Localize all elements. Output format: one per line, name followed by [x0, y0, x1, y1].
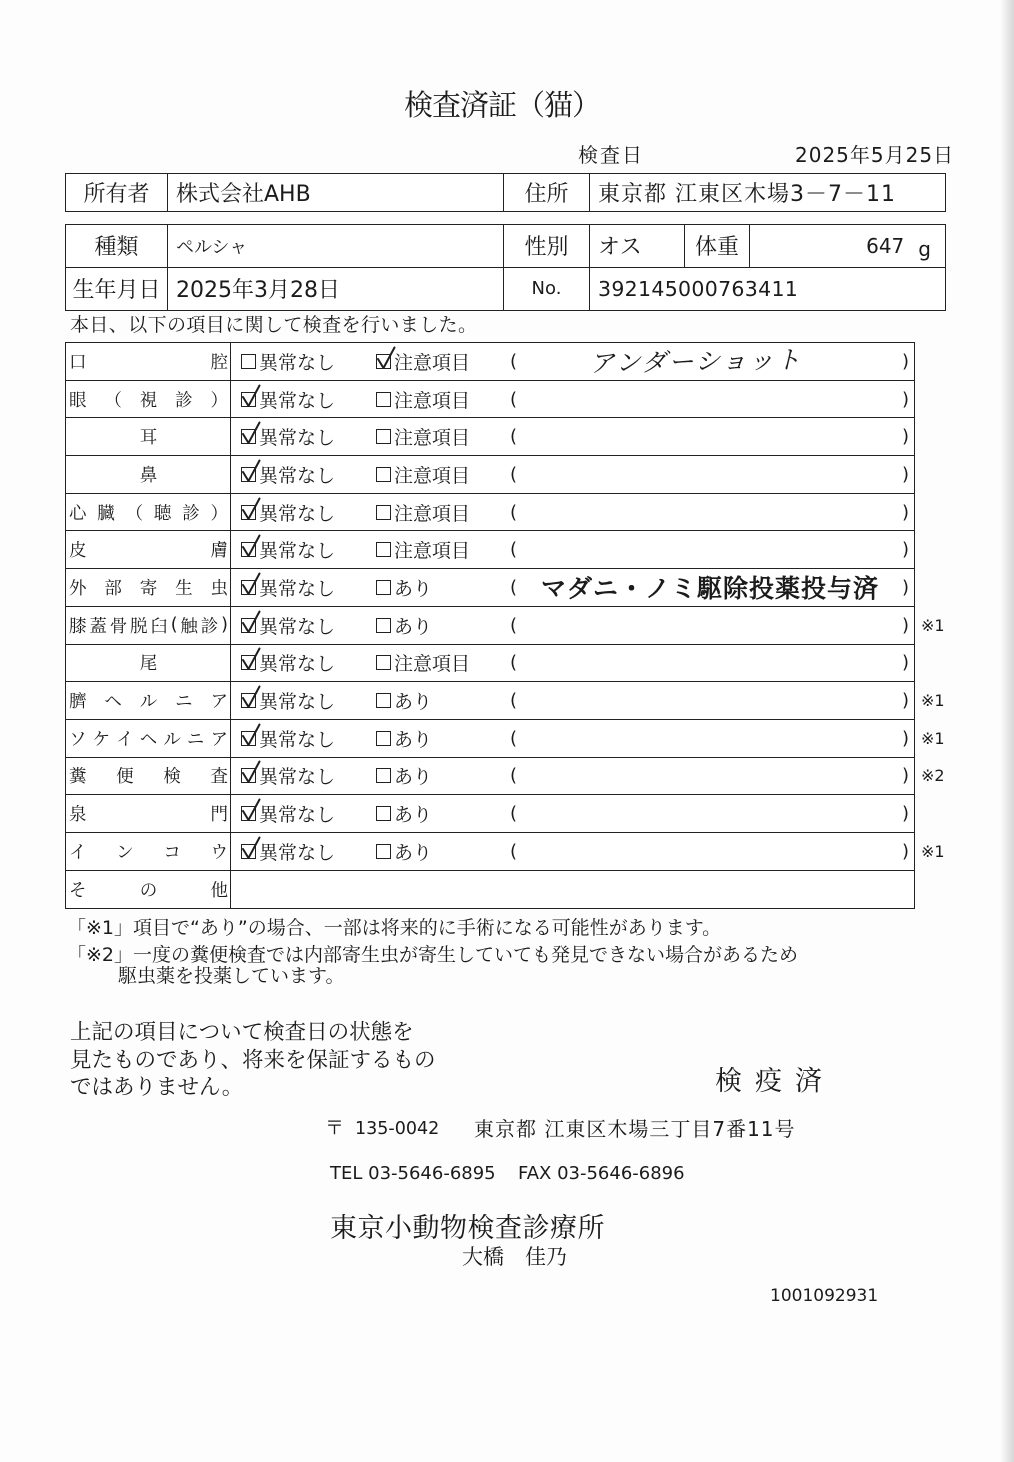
label-char: 蓋: [89, 616, 107, 637]
scan-edge-shadow: [1000, 0, 1014, 1462]
check-item-label: [66, 531, 231, 568]
clinic-tel: TEL 03-5646-6895: [330, 1163, 496, 1184]
no-abnormality-option: [241, 645, 335, 682]
check-item-label: 鼻: [66, 456, 231, 493]
document-number: 1001092931: [770, 1286, 879, 1306]
postal-code: 135-0042: [355, 1119, 440, 1139]
checked-checkbox: [376, 354, 391, 369]
check-row: [66, 720, 945, 758]
label-char: ソ: [69, 729, 87, 750]
attention-option: [376, 607, 432, 644]
no-abnormality-option: [241, 833, 335, 870]
no-abnormality-option: [241, 418, 335, 455]
owner-table: [65, 173, 946, 212]
label-char: 臓: [97, 503, 115, 524]
attention-option: [376, 531, 470, 568]
option-label: 注意項目: [394, 653, 471, 676]
check-item-label: [66, 871, 231, 909]
footnote-mark: ※1: [921, 615, 945, 635]
check-item-label: [66, 381, 231, 418]
checkmark-icon: [241, 610, 261, 634]
footnote-mark: ※1: [921, 691, 945, 711]
label-char: 腔: [210, 352, 228, 373]
label-char: 臼: [150, 616, 168, 637]
no-abnormality-option: [241, 569, 335, 606]
open-paren: (: [510, 614, 518, 636]
label-char: 臍: [69, 692, 87, 713]
attention-option: [376, 758, 432, 795]
unchecked-checkbox: [376, 429, 391, 444]
checked-checkbox: [241, 768, 256, 783]
unchecked-checkbox: [376, 392, 391, 407]
close-paren: ): [902, 652, 910, 674]
open-paren: (: [510, 727, 518, 749]
checked-checkbox: [241, 806, 256, 821]
quarantine-stamp: 検疫済: [715, 1066, 835, 1097]
attention-option: [376, 343, 470, 380]
disclaimer-line: 上記の項目について検査日の状態を: [70, 1020, 414, 1045]
unchecked-checkbox: [376, 693, 391, 708]
label-char: ）: [210, 390, 228, 411]
inspector-name: 大橋 佳乃: [462, 1245, 567, 1269]
checkmark-icon: [241, 384, 261, 408]
option-label: 注意項目: [394, 351, 471, 374]
disclaimer-line: 見たものであり、将来を保証するもの: [70, 1048, 436, 1073]
option-label: 注意項目: [394, 540, 471, 563]
checked-checkbox: [241, 392, 256, 407]
breed-label: 種類: [66, 225, 168, 267]
check-item-label: [66, 494, 231, 531]
checkmark-icon: [241, 534, 261, 558]
sex-label: 性別: [504, 225, 590, 267]
option-label: 注意項目: [394, 389, 471, 412]
inspection-date: 2025年5月25日: [795, 143, 955, 167]
checkmark-icon: [241, 497, 261, 521]
inspection-date-label: 検査日: [578, 143, 644, 167]
address-label: 住所: [504, 174, 590, 211]
option-label: 異常なし: [259, 502, 336, 525]
attention-option: [376, 645, 470, 682]
check-row: [66, 607, 945, 645]
checked-checkbox: [241, 731, 256, 746]
label-char: 眼: [69, 390, 87, 411]
unchecked-checkbox: [376, 542, 391, 557]
unchecked-checkbox: [376, 655, 391, 670]
label-char: 膚: [210, 541, 228, 562]
animal-row-1: [66, 225, 945, 268]
footnote-1: 「※1」項目で“あり”の場合、一部は将来的に手術になる可能性があります。: [67, 917, 722, 939]
label-char: 糞: [69, 767, 87, 788]
close-paren: ): [902, 426, 910, 448]
label-char: (: [170, 615, 178, 636]
check-row: [66, 343, 914, 381]
label-char: ア: [210, 729, 228, 750]
checked-checkbox: [241, 505, 256, 520]
label-char: イ: [69, 842, 87, 863]
animal-table: [65, 224, 946, 311]
label-char: 心: [69, 503, 87, 524]
label-char: 部: [104, 578, 122, 599]
checked-checkbox: [241, 467, 256, 482]
no-abnormality-option: [241, 456, 335, 493]
no-abnormality-option: [241, 531, 335, 568]
option-label: 異常なし: [259, 804, 336, 827]
footnote-2: 「※2」一度の糞便検査では内部寄生虫が寄生していても発見できない場合があるため: [67, 944, 799, 966]
owner-label: 所有者: [66, 174, 168, 211]
checked-checkbox: [241, 844, 256, 859]
checked-checkbox: [241, 580, 256, 595]
option-label: 注意項目: [394, 464, 471, 487]
clinic-fax: FAX 03-5646-6896: [518, 1163, 685, 1184]
open-paren: (: [510, 803, 518, 825]
checked-checkbox: [241, 618, 256, 633]
option-label: あり: [394, 615, 433, 638]
label-char: 便: [116, 767, 134, 788]
unchecked-checkbox: [376, 768, 391, 783]
label-char: ニ: [186, 729, 205, 750]
no-abnormality-option: [241, 607, 335, 644]
footnote-2-continued: 駆虫薬を投薬しています。: [118, 965, 345, 987]
option-label: 注意項目: [394, 502, 471, 525]
check-row: [66, 494, 914, 532]
label-char: 査: [210, 767, 228, 788]
unchecked-checkbox: [376, 731, 391, 746]
unchecked-checkbox: [241, 354, 256, 369]
check-row: [66, 758, 945, 796]
label-char: ケ: [92, 729, 111, 750]
option-label: 異常なし: [259, 351, 336, 374]
postal-mark-icon: 〒: [325, 1117, 345, 1139]
option-label: 異常なし: [259, 464, 336, 487]
label-char: ヘ: [104, 692, 122, 713]
label-char: コ: [163, 842, 181, 863]
owner-name: 株式会社AHB: [168, 174, 504, 211]
checked-checkbox: [241, 655, 256, 670]
label-char: 触: [180, 616, 198, 637]
footnote-mark: ※1: [921, 728, 945, 748]
close-paren: ): [902, 539, 910, 561]
label-char: ）: [210, 503, 228, 524]
label-char: ニ: [175, 692, 193, 713]
label-char: 口: [69, 352, 87, 373]
label-char: 虫: [210, 578, 228, 599]
open-paren: (: [510, 350, 518, 372]
open-paren: (: [510, 463, 518, 485]
breed-value: ペルシャ: [168, 225, 504, 267]
check-row: [66, 456, 914, 494]
no-abnormality-option: [241, 494, 335, 531]
checked-checkbox: [241, 429, 256, 444]
label-char: 生: [175, 578, 193, 599]
option-label: 異常なし: [259, 841, 336, 864]
clinic-address: 東京都 江東区木場三丁目7番11号: [474, 1117, 796, 1141]
check-row: [66, 531, 914, 569]
label-char: 診: [200, 616, 219, 637]
footnote-mark: ※2: [921, 766, 945, 786]
label-char: そ: [69, 880, 87, 901]
label-char: 他: [210, 880, 228, 901]
checkmark-icon: [241, 572, 261, 596]
no-abnormality-option: [241, 758, 335, 795]
option-label: 異常なし: [259, 766, 336, 789]
checkmark-icon: [241, 459, 261, 483]
label-char: 視: [139, 390, 158, 411]
attention-option: [376, 418, 470, 455]
attention-option: [376, 381, 470, 418]
open-paren: (: [510, 426, 518, 448]
open-paren: (: [510, 690, 518, 712]
option-label: あり: [394, 841, 433, 864]
open-paren: (: [510, 840, 518, 862]
option-label: 注意項目: [394, 427, 471, 450]
close-paren: ): [902, 350, 910, 372]
check-row: [66, 795, 914, 833]
checkmark-icon: [241, 836, 261, 860]
no-abnormality-option: [241, 795, 335, 832]
label-char: 外: [69, 578, 87, 599]
option-label: 異常なし: [259, 427, 336, 450]
check-item-label: [66, 795, 231, 832]
no-abnormality-option: [241, 343, 335, 380]
checkmark-icon: [241, 647, 261, 671]
weight-label: 体重: [685, 225, 750, 267]
unchecked-checkbox: [376, 580, 391, 595]
check-row: [66, 871, 914, 909]
label-char: ヘ: [139, 729, 158, 750]
check-row: [66, 833, 945, 871]
weight-value: 647: [866, 233, 905, 258]
page-title: 検査済証（猫）: [403, 88, 600, 122]
label-char: 脱: [130, 616, 148, 637]
disclaimer-line: ではありません。: [70, 1075, 244, 1100]
checkmark-icon: [241, 421, 261, 445]
check-item-label: [66, 569, 231, 606]
label-char: 診: [182, 503, 200, 524]
option-label: 異常なし: [259, 728, 336, 751]
label-char: 聴: [153, 503, 172, 524]
option-label: あり: [394, 577, 433, 600]
check-row: [66, 381, 914, 419]
option-label: 異常なし: [259, 653, 336, 676]
option-label: 異常なし: [259, 615, 336, 638]
label-char: イ: [116, 729, 134, 750]
label-char: ア: [210, 692, 228, 713]
attention-option: [376, 795, 432, 832]
note-text: アンダーショット: [589, 345, 803, 379]
check-item-label: [66, 682, 231, 719]
label-char: 寄: [139, 578, 158, 599]
microchip-number: 392145000763411: [598, 276, 799, 301]
label-char: ウ: [210, 842, 228, 863]
open-paren: (: [510, 576, 518, 598]
note-text: マダニ・ノミ駆除投薬投与済: [540, 574, 879, 604]
open-paren: (: [510, 501, 518, 523]
checkmark-icon: [241, 723, 261, 747]
checked-checkbox: [241, 542, 256, 557]
checkmark-icon: [241, 798, 261, 822]
clinic-name: 東京小動物検査診療所: [330, 1213, 605, 1244]
intro-text: 本日、以下の項目に関して検査を行いました。: [70, 314, 478, 336]
attention-option: [376, 833, 432, 870]
birthdate-label: 生年月日: [66, 268, 168, 311]
label-char: ン: [116, 842, 134, 863]
unchecked-checkbox: [376, 806, 391, 821]
option-label: あり: [394, 728, 433, 751]
label-char: 検: [163, 767, 181, 788]
no-abnormality-option: [241, 720, 335, 757]
label-char: ): [221, 615, 228, 636]
checked-checkbox: [241, 693, 256, 708]
label-char: ル: [139, 692, 158, 713]
animal-row-2: [66, 268, 945, 311]
open-paren: (: [510, 388, 518, 410]
check-item-label: [66, 833, 231, 870]
check-table: [65, 342, 945, 909]
open-paren: (: [510, 765, 518, 787]
close-paren: ): [902, 614, 910, 636]
birthdate-value: 2025年3月28日: [168, 268, 504, 311]
open-paren: (: [510, 652, 518, 674]
check-row: [66, 645, 914, 683]
weight-cell: [750, 225, 945, 267]
check-row: [66, 418, 914, 456]
check-item-label: [66, 607, 231, 644]
attention-option: [376, 494, 470, 531]
close-paren: ): [902, 727, 910, 749]
option-label: あり: [394, 804, 433, 827]
label-char: の: [139, 880, 158, 901]
label-char: 診: [175, 390, 193, 411]
checkmark-icon: [376, 346, 396, 370]
close-paren: ): [902, 576, 910, 598]
check-row: [66, 682, 945, 720]
label-char: （: [125, 503, 144, 524]
close-paren: ): [902, 463, 910, 485]
attention-option: [376, 720, 432, 757]
check-item-label: [66, 758, 231, 795]
close-paren: ): [902, 803, 910, 825]
open-paren: (: [510, 539, 518, 561]
number-label: No.: [504, 268, 590, 311]
label-char: 膝: [69, 616, 87, 637]
label-char: 皮: [69, 541, 87, 562]
check-item-label: 尾: [66, 645, 231, 682]
label-char: 泉: [69, 805, 87, 826]
unchecked-checkbox: [376, 467, 391, 482]
footnote-mark: ※1: [921, 841, 945, 861]
no-abnormality-option: [241, 682, 335, 719]
close-paren: ): [902, 765, 910, 787]
option-label: 異常なし: [259, 540, 336, 563]
label-char: 骨: [109, 616, 128, 637]
check-item-label: [66, 720, 231, 757]
close-paren: ): [902, 501, 910, 523]
option-label: 異常なし: [259, 691, 336, 714]
label-char: 門: [210, 805, 228, 826]
close-paren: ): [902, 690, 910, 712]
checkmark-icon: [241, 685, 261, 709]
label-char: ル: [163, 729, 181, 750]
option-label: 異常なし: [259, 577, 336, 600]
owner-address: 東京都 江東区木場3－7－11: [598, 182, 896, 207]
close-paren: ): [902, 840, 910, 862]
option-label: あり: [394, 766, 433, 789]
label-char: （: [104, 390, 122, 411]
weight-unit: g: [918, 236, 931, 261]
option-label: あり: [394, 691, 433, 714]
unchecked-checkbox: [376, 844, 391, 859]
no-abnormality-option: [241, 381, 335, 418]
check-item-label: 耳: [66, 418, 231, 455]
attention-option: [376, 682, 432, 719]
unchecked-checkbox: [376, 505, 391, 520]
check-item-label: [66, 343, 231, 380]
sex-value: オス: [590, 225, 685, 267]
checkmark-icon: [241, 760, 261, 784]
attention-option: [376, 569, 432, 606]
check-row: [66, 569, 914, 607]
attention-option: [376, 456, 470, 493]
close-paren: ): [902, 388, 910, 410]
unchecked-checkbox: [376, 618, 391, 633]
option-label: 異常なし: [259, 389, 336, 412]
